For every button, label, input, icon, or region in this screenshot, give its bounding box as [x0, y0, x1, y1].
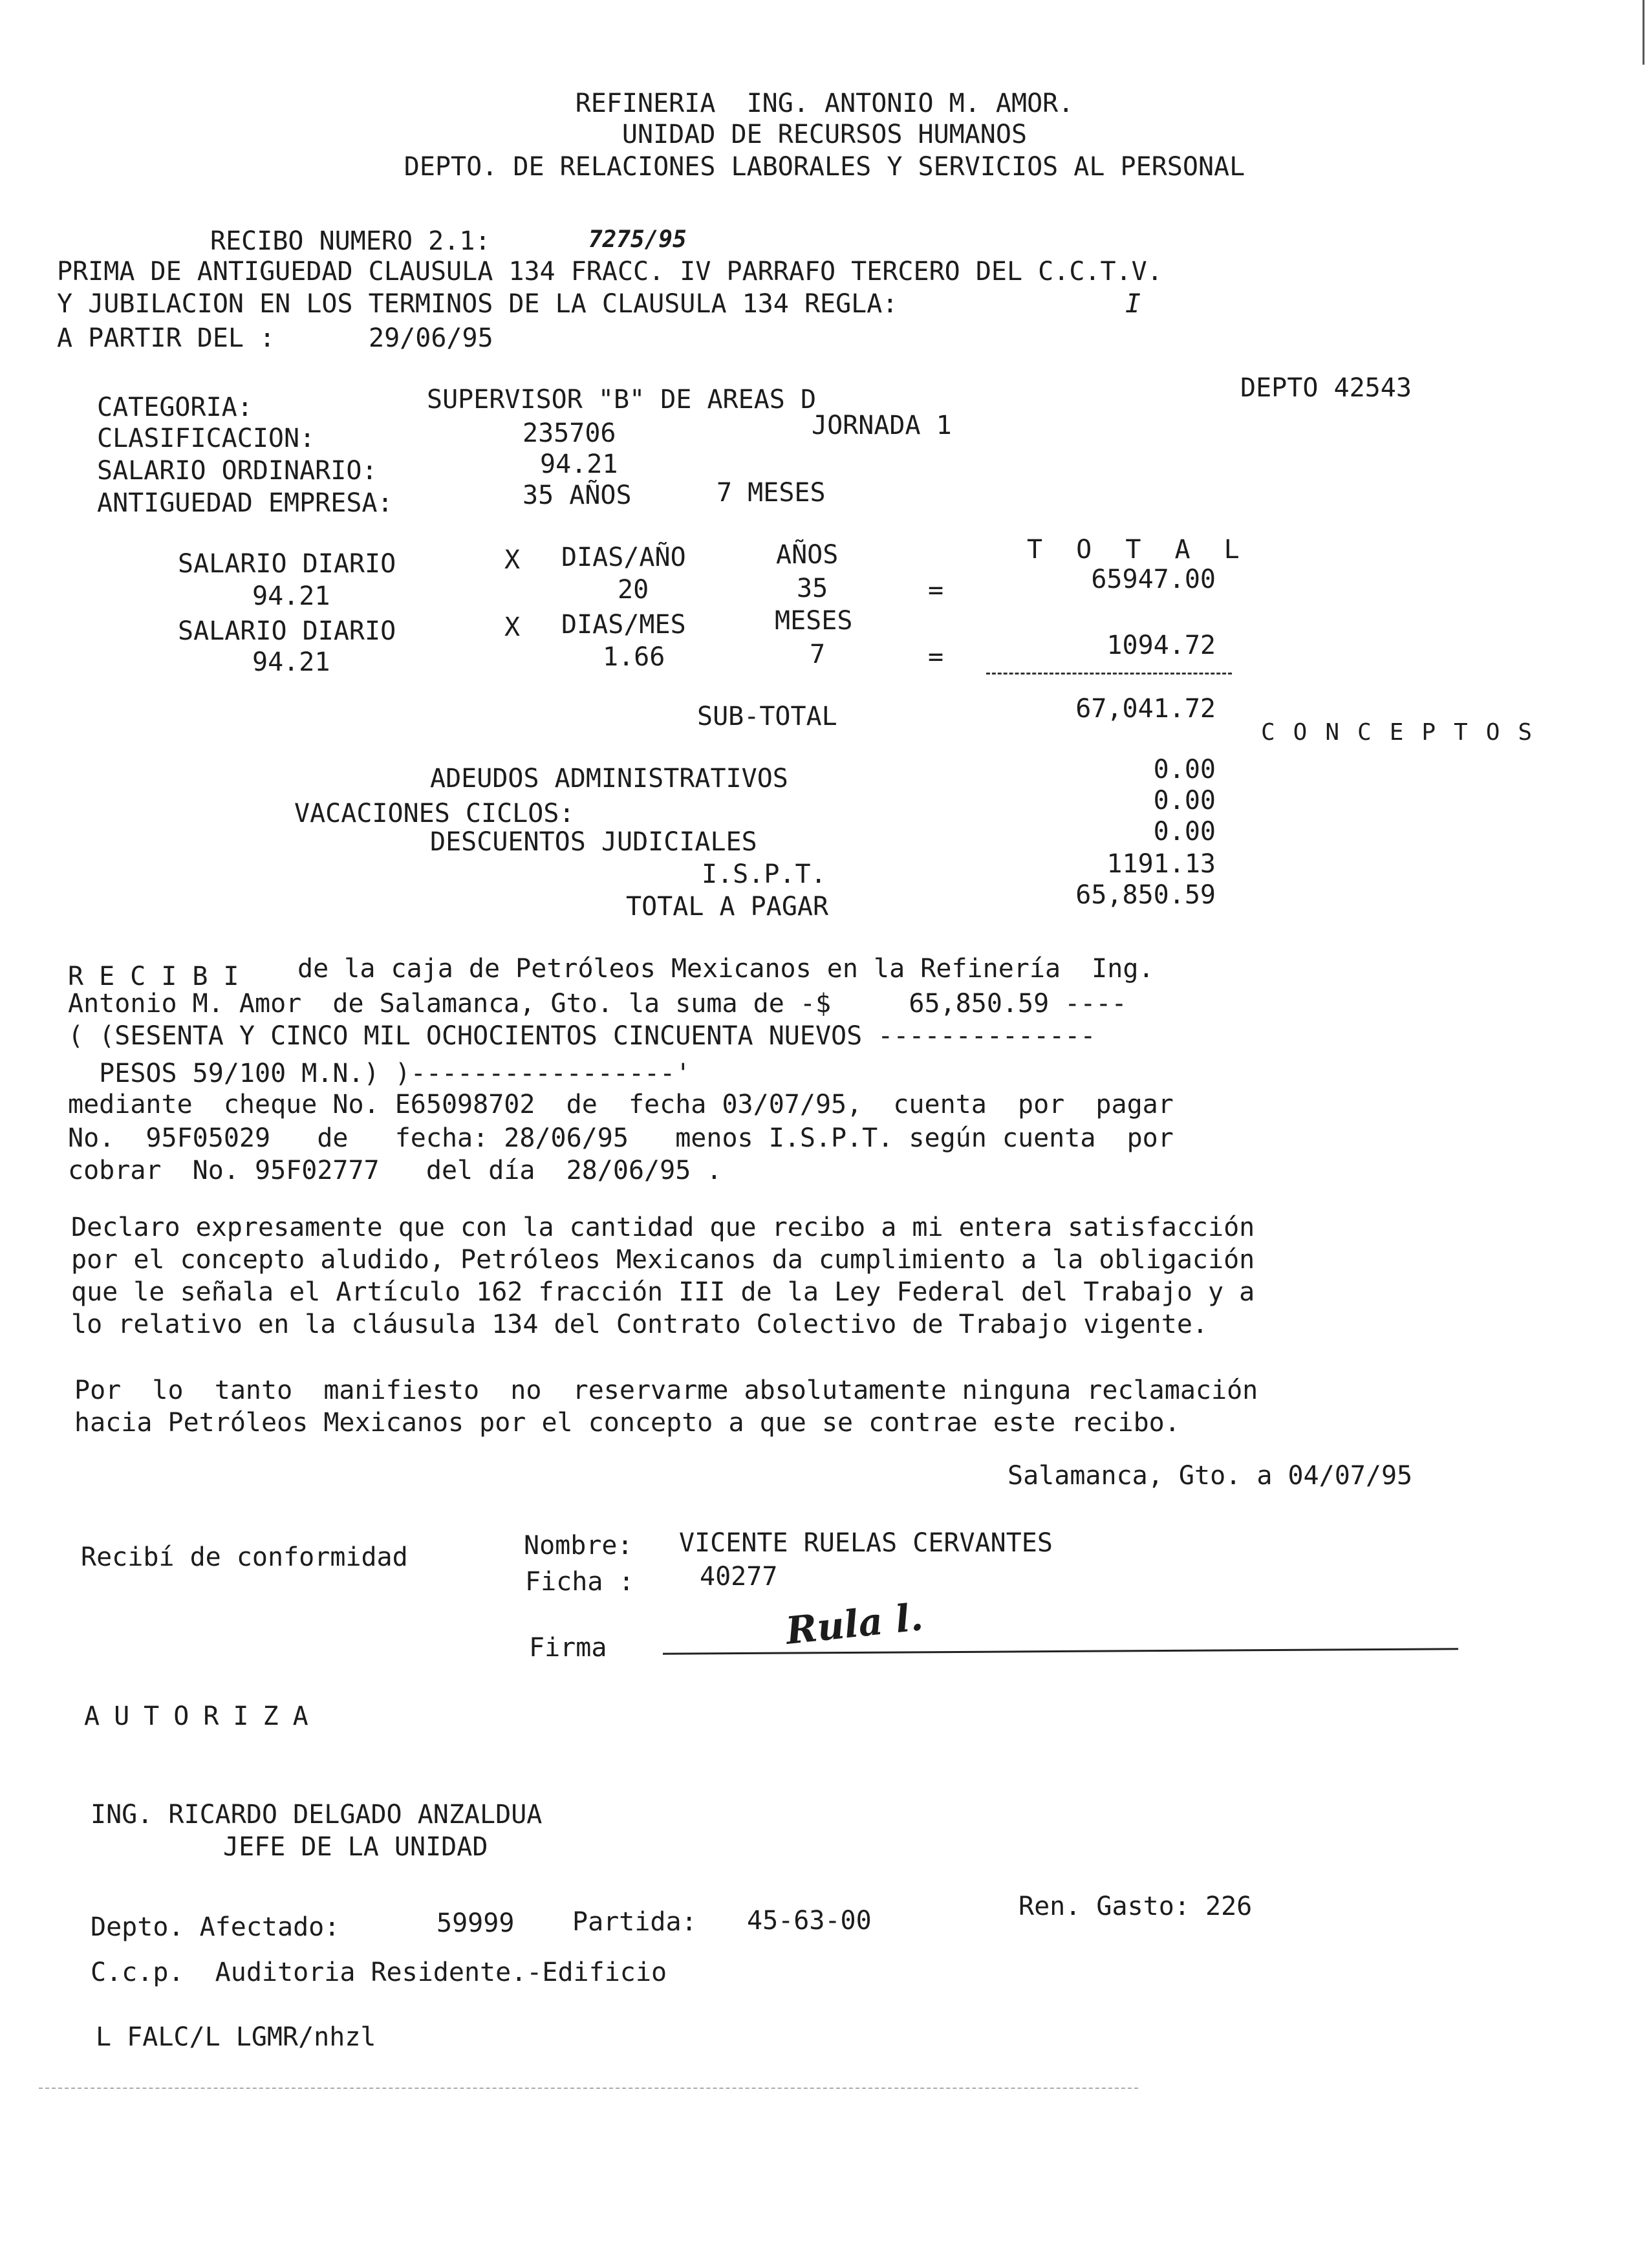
depto-value: DEPTO 42543 [1240, 373, 1412, 403]
depto-afectado-value: 59999 [436, 1908, 515, 1938]
handwritten-signature: Rula l. [784, 1595, 925, 1653]
antiguedad-label: ANTIGUEDAD EMPRESA: [97, 488, 393, 518]
page-bottom-dash [39, 2088, 1138, 2089]
row2-equals: = [928, 642, 944, 672]
vacaciones-label: VACACIONES CICLOS: [294, 799, 575, 828]
subtotal-label: SUB-TOTAL [697, 702, 837, 731]
receipt-line-5: mediante cheque No. E65098702 de fecha 03/07/95, cuenta por pagar [68, 1090, 1174, 1119]
nombre-label: Nombre: [524, 1531, 633, 1561]
row1-label: SALARIO DIARIO [178, 549, 396, 579]
receipt-line-3: ( (SESENTA Y CINCO MIL OCHOCIENTOS CINCUENTA NUEVOS -------------- [68, 1021, 1096, 1051]
clasificacion-value: 235706 [523, 418, 616, 448]
row2-months-label: MESES [775, 606, 853, 636]
nombre-value: VICENTE RUELAS CERVANTES [679, 1528, 1053, 1558]
row2-x: X [504, 612, 521, 642]
ficha-value: 40277 [700, 1562, 778, 1592]
jornada-value: JORNADA 1 [812, 411, 952, 440]
conceptos-heading: CONCEPTOS [1261, 719, 1551, 746]
receipt-line-1: de la caja de Petróleos Mexicanos en la Refinería Ing. [297, 954, 1154, 984]
row2-total: 1094.72 [1106, 631, 1216, 660]
place-date: Salamanca, Gto. a 04/07/95 [1008, 1461, 1413, 1491]
declaration-line-1: Declaro expresamente que con la cantidad que recibo a mi entera satisfacción [71, 1213, 1255, 1242]
receipt-line-7: cobrar No. 95F02777 del día 28/06/95 . [68, 1156, 722, 1185]
scan-edge [1643, 0, 1644, 65]
partida-label: Partida: [572, 1907, 697, 1937]
antiguedad-meses: 7 MESES [717, 478, 826, 508]
declaration-line-2: por el concepto aludido, Petróleos Mexicanos da cumplimiento a la obligación [71, 1245, 1255, 1275]
recibo-number: 7275/95 [588, 226, 687, 253]
judiciales-label: DESCUENTOS JUDICIALES [430, 827, 757, 857]
adeudos-label: ADEUDOS ADMINISTRATIVOS [430, 764, 788, 794]
header-line-1: REFINERIA ING. ANTONIO M. AMOR. [575, 89, 1074, 118]
ficha-label: Ficha : [525, 1567, 634, 1597]
subtotal-value: 67,041.72 [1075, 694, 1216, 724]
initials-line: L FALC/L LGMR/nhzl [96, 2022, 376, 2052]
a-partir-label: A PARTIR DEL : [57, 323, 275, 353]
recibo-label: RECIBO NUMERO 2.1: [210, 226, 491, 256]
jubilacion-line: Y JUBILACION EN LOS TERMINOS DE LA CLAUSULA 134 REGLA: [57, 289, 898, 319]
clasificacion-label: CLASIFICACION: [97, 424, 316, 453]
row2-days: 1.66 [603, 642, 665, 672]
receipt-line-2: Antonio M. Amor de Salamanca, Gto. la suma de -$ 65,850.59 ---- [68, 989, 1127, 1019]
ispt-value: 1191.13 [1106, 849, 1216, 879]
regla-value: I [1125, 289, 1141, 319]
autoriza-name: ING. RICARDO DELGADO ANZALDUA [91, 1800, 543, 1830]
header-line-3: DEPTO. DE RELACIONES LABORALES Y SERVICIOS AL PERSONAL [404, 152, 1245, 182]
receipt-line-4: PESOS 59/100 M.N.) )-----------------' [68, 1059, 691, 1088]
row1-years: 35 [797, 574, 828, 603]
categoria-label: CATEGORIA: [97, 393, 253, 422]
row1-total: 65947.00 [1091, 565, 1216, 594]
firma-label: Firma [529, 1633, 607, 1663]
conformidad-label: Recibí de conformidad [81, 1542, 408, 1572]
row2-days-label: DIAS/MES [561, 610, 686, 640]
row1-years-label: AÑOS [776, 540, 839, 570]
waiver-line-2: hacia Petróleos Mexicanos por el concepto a que se contrae este recibo. [74, 1408, 1180, 1438]
depto-afectado-label: Depto. Afectado: [91, 1912, 340, 1942]
total-a-pagar-label: TOTAL A PAGAR [626, 892, 829, 922]
row1-salary: 94.21 [252, 581, 330, 611]
signature-line [663, 1648, 1458, 1655]
declaration-line-3: que le señala el Artículo 162 fracción III de la Ley Federal del Trabajo y a [71, 1277, 1255, 1307]
salario-ordinario-value: 94.21 [540, 449, 618, 479]
subtotal-rule [986, 673, 1232, 675]
receipt-line-6: No. 95F05029 de fecha: 28/06/95 menos I.S.P.T. según cuenta por [68, 1123, 1174, 1153]
declaration-line-4: lo relativo en la cláusula 134 del Contrato Colectivo de Trabajo vigente. [71, 1310, 1208, 1339]
row1-days-label: DIAS/AÑO [561, 543, 686, 572]
header-line-2: UNIDAD DE RECURSOS HUMANOS [621, 120, 1028, 149]
waiver-line-1: Por lo tanto manifiesto no reservarme absolutamente ninguna reclamación [74, 1376, 1258, 1405]
autoriza-label: AUTORIZA [84, 1701, 323, 1731]
antiguedad-anos: 35 AÑOS [523, 481, 632, 510]
categoria-value: SUPERVISOR "B" DE AREAS D [427, 385, 817, 415]
row2-months: 7 [810, 640, 826, 669]
row2-label: SALARIO DIARIO [178, 616, 396, 646]
ren-gasto: Ren. Gasto: 226 [1018, 1892, 1253, 1921]
row1-x: X [504, 545, 521, 575]
total-column-label: T O T A L [1027, 535, 1249, 565]
ispt-label: I.S.P.T. [702, 859, 826, 889]
salario-ordinario-label: SALARIO ORDINARIO: [97, 456, 378, 486]
row2-salary: 94.21 [252, 647, 330, 677]
vacaciones-value: 0.00 [1153, 786, 1216, 815]
adeudos-value: 0.00 [1153, 755, 1216, 784]
ccp-line: C.c.p. Auditoria Residente.-Edificio [91, 1958, 667, 1987]
partida-value: 45-63-00 [747, 1906, 872, 1936]
row1-equals: = [928, 576, 944, 605]
row1-days: 20 [618, 575, 649, 605]
judiciales-value: 0.00 [1153, 817, 1216, 847]
autoriza-title: JEFE DE LA UNIDAD [223, 1832, 488, 1862]
a-partir-value: 29/06/95 [369, 323, 493, 353]
prima-line: PRIMA DE ANTIGUEDAD CLAUSULA 134 FRACC. IV PARRAFO TERCERO DEL C.C.T.V. [57, 257, 1163, 286]
recibi-lead: RECIBI [68, 962, 255, 991]
total-a-pagar-value: 65,850.59 [1075, 880, 1216, 910]
